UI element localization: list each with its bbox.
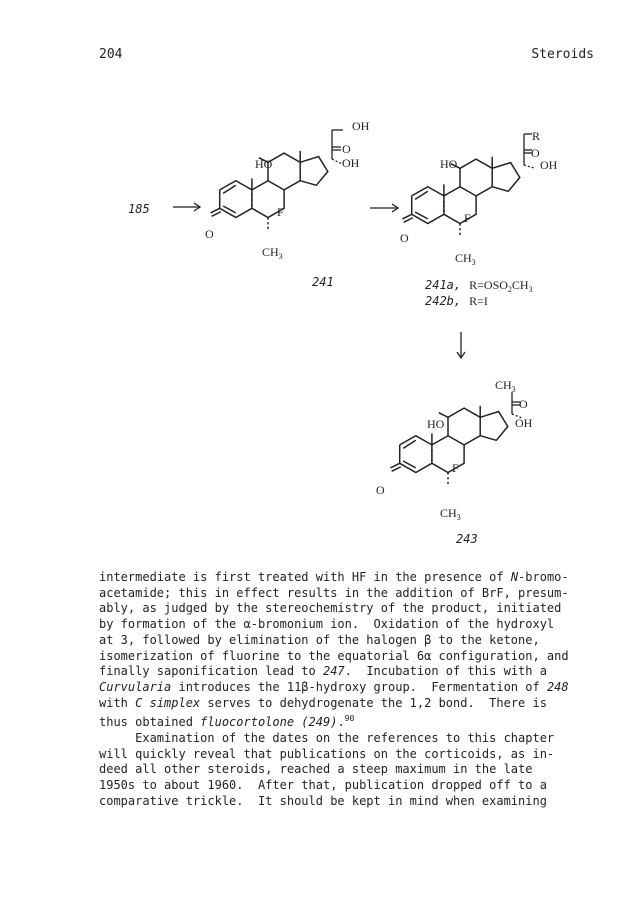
c6-methyl-label: $CH_3$ xyxy=(262,245,283,261)
text-line: intermediate is first treated with HF in the presence of N-bromo- xyxy=(99,570,569,584)
body-text xyxy=(99,570,599,810)
running-head: Steroids xyxy=(531,47,594,62)
text-line: ably, as judged by the stereochemistry of the product, initiated xyxy=(99,601,562,616)
text-line: isomerization of fluorine to the equatorial 6α configuration, and xyxy=(99,648,569,663)
c11-hydroxyl-label: HO xyxy=(255,157,273,171)
compound-241a-label: 241a, $R=OSO_2CH_3$ xyxy=(425,278,533,294)
text-line: will quickly reveal that publications on the corticoids, as in- xyxy=(99,746,555,761)
text-line: comparative trickle. It should be kept in mind when examining xyxy=(99,793,547,808)
compound-241a-242b-structure xyxy=(400,129,558,267)
c17-hydroxyl-label: OH xyxy=(515,416,533,430)
text-line: deed all other steroids, reached a steep maximum in the late xyxy=(99,762,533,777)
text-line: Curvularia introduces the 11β-hydroxy group. Fermentation of 248 xyxy=(99,679,569,694)
text-line: finally saponification lead to 247. Incubation of this with a xyxy=(99,664,547,679)
text-line: with C simplex serves to dehydrogenate the 1,2 bond. There is xyxy=(99,695,547,710)
text-line: 1950s to about 1960. After that, publication dropped off to a xyxy=(99,778,547,793)
reaction-scheme xyxy=(0,100,641,560)
c20-keto-label: O xyxy=(342,142,351,156)
c6-methyl-label: $CH_3$ xyxy=(455,251,476,267)
compound-242b-label: 242b, R=I xyxy=(425,294,488,308)
footnote-ref: 90 xyxy=(344,714,355,724)
c20-keto-label: O xyxy=(519,397,528,411)
c3-keto-label: O xyxy=(376,483,385,497)
text-line: thus obtained fluocortolone (249).$^{90}$ xyxy=(99,714,355,730)
compound-241-label: 241 xyxy=(312,275,334,289)
c11-hydroxyl-label: HO xyxy=(440,157,458,171)
c3-keto-label: O xyxy=(205,227,214,241)
c17-hydroxyl-label: OH xyxy=(540,158,558,172)
r-substituent-label: R xyxy=(532,129,541,143)
compound-243-structure xyxy=(376,378,533,522)
text-line: Examination of the dates on the references to this chapter xyxy=(99,731,555,746)
c20-keto-label: O xyxy=(531,146,540,160)
c21-methyl-label: $CH_3$ xyxy=(495,378,516,394)
text-line: by formation of the α-bromonium ion. Oxidation of the hydroxyl xyxy=(99,617,555,632)
text-line: acetamide; this in effect results in the addition of BrF, presum- xyxy=(99,585,569,600)
c3-keto-label: O xyxy=(400,231,409,245)
c21-hydroxyl-label: OH xyxy=(352,119,370,133)
c9-fluoro-label: F xyxy=(452,461,459,475)
page-number: 204 xyxy=(99,47,123,62)
c9-fluoro-label: F xyxy=(464,211,471,225)
compound-243-label: 243 xyxy=(456,532,478,546)
text-line: at 3, followed by elimination of the halogen β to the ketone, xyxy=(99,632,540,647)
c9-fluoro-label: F xyxy=(277,205,284,219)
compound-241-structure xyxy=(205,119,370,261)
c11-hydroxyl-label: HO xyxy=(427,417,445,431)
start-compound-label: 185 xyxy=(128,202,150,216)
c6-methyl-label: $CH_3$ xyxy=(440,506,461,522)
c17-hydroxyl-label: OH xyxy=(342,156,360,170)
